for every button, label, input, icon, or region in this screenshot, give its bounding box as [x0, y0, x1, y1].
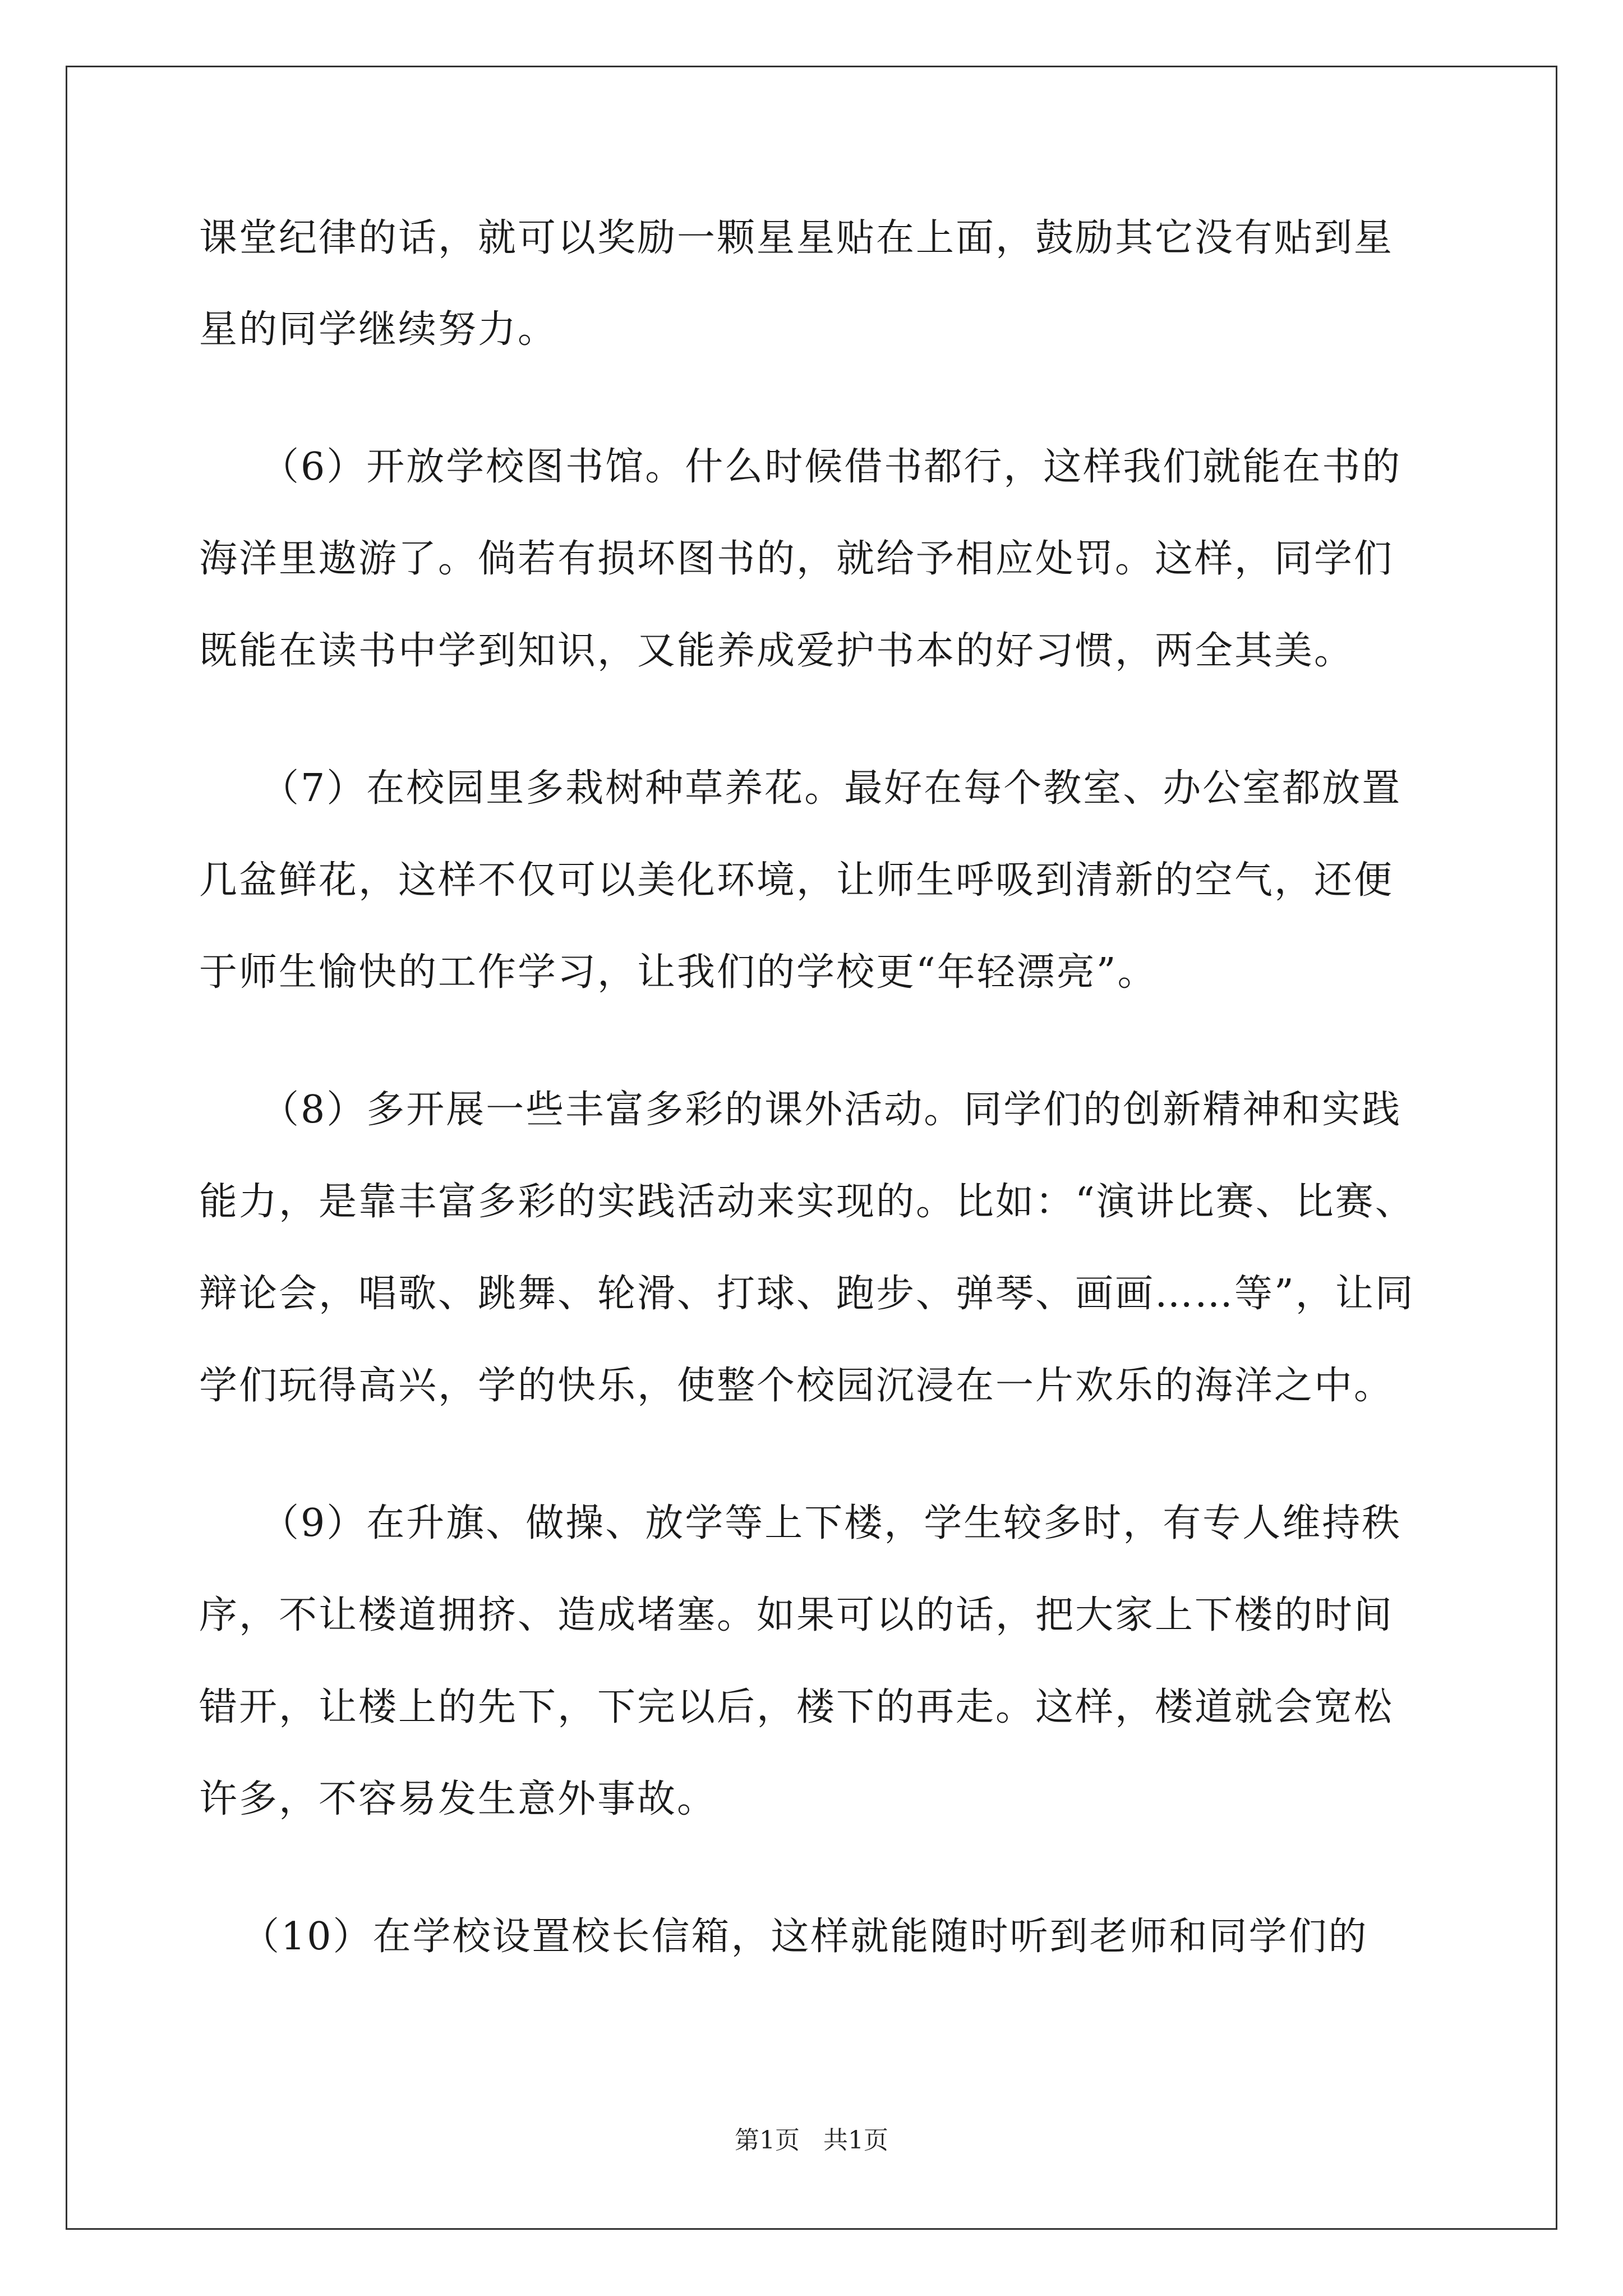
text-line: （7）在校园里多栽树种草养花。最好在每个教室、办公室都放置	[261, 766, 1402, 811]
text-line: 辩论会，唱歌、跳舞、轮滑、打球、跑步、弹琴、画画……等”，让同	[199, 1272, 1415, 1316]
text-line: 海洋里遨游了。倘若有损坏图书的，就给予相应处罚。这样，同学们	[199, 537, 1394, 581]
text-line: 星的同学继续努力。	[199, 307, 558, 352]
text-line: 许多，不容易发生意外事故。	[199, 1777, 717, 1821]
text-line: 序，不让楼道拥挤、造成堵塞。如果可以的话，把大家上下楼的时间	[199, 1593, 1394, 1637]
text-line: 几盆鲜花，这样不仅可以美化环境，让师生呼吸到清新的空气，还便	[199, 858, 1394, 903]
page-border	[66, 66, 1557, 2230]
text-line: 学们玩得高兴，学的快乐，使整个校园沉浸在一片欢乐的海洋之中。	[199, 1364, 1394, 1408]
text-line: （9）在升旗、做操、放学等上下楼，学生较多时，有专人维持秩	[261, 1501, 1402, 1545]
text-line: 既能在读书中学到知识，又能养成爱护书本的好习惯，两全其美。	[199, 629, 1354, 673]
text-line: 能力，是靠丰富多彩的实践活动来实现的。比如：“演讲比赛、比赛、	[199, 1180, 1415, 1224]
text-line: 于师生愉快的工作学习，让我们的学校更“年轻漂亮”。	[199, 950, 1158, 995]
text-line: （10）在学校设置校长信箱，这样就能随时听到老师和同学们的	[241, 1915, 1368, 1959]
text-line: （6）开放学校图书馆。什么时候借书都行，这样我们就能在书的	[261, 445, 1402, 489]
page-footer: 第1页 共1页	[735, 2126, 888, 2155]
text-line: 课堂纪律的话，就可以奖励一颗星星贴在上面，鼓励其它没有贴到星	[199, 216, 1394, 260]
text-line: （8）多开展一些丰富多彩的课外活动。同学们的创新精神和实践	[261, 1088, 1402, 1132]
text-line: 错开，让楼上的先下，下完以后，楼下的再走。这样，楼道就会宽松	[199, 1685, 1394, 1729]
